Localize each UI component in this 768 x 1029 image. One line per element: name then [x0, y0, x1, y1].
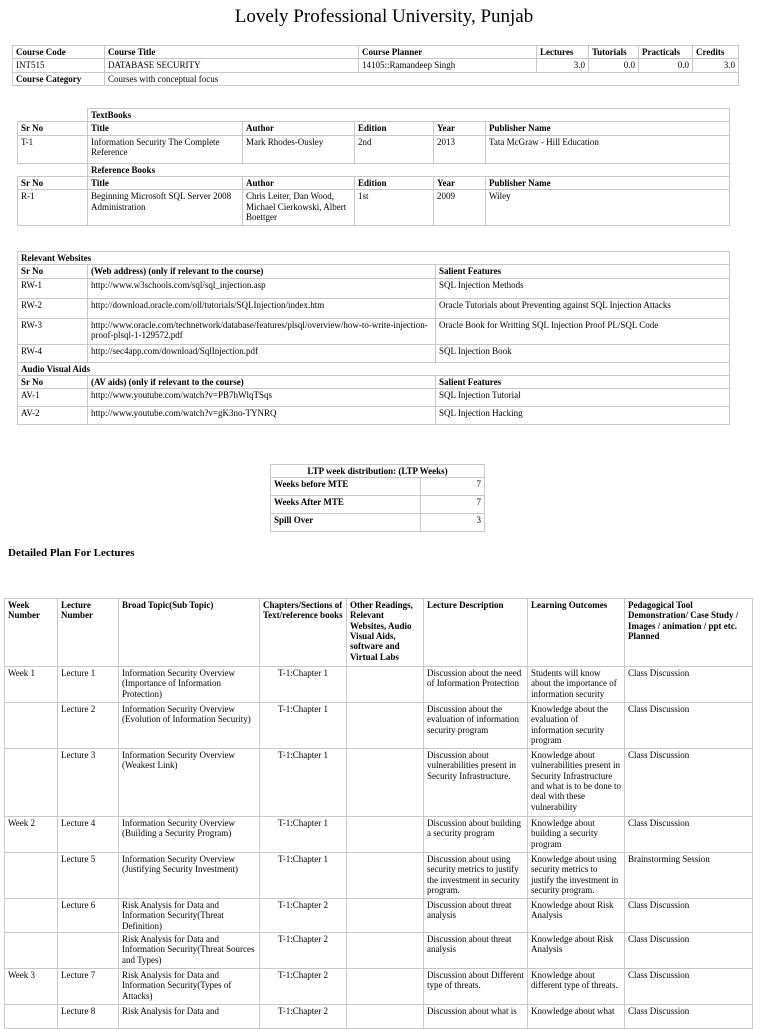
plan-outcome: Knowledge about vulnerabilities present in Security Infrastructure and what is to be done to deal with these vulnerability — [528, 749, 625, 817]
plan-readings — [347, 969, 424, 1005]
tb-header-title: Title — [88, 122, 243, 135]
ltp-row-label: Spill Over — [271, 514, 421, 532]
websites-table — [17, 251, 730, 425]
ltp-row-value: 3 — [421, 514, 485, 532]
plan-description: Discussion about threat analysis — [424, 933, 528, 969]
plan-lecture: Lecture 6 — [58, 899, 119, 933]
rw-srno: RW-2 — [18, 298, 88, 318]
tb-header-year: Year — [434, 122, 486, 135]
plan-outcome: Knowledge about using security metrics to justify the investment in security program. — [528, 853, 625, 899]
detailed-plan-heading: Detailed Plan For Lectures — [8, 547, 135, 559]
plan-pedagogy: Class Discussion — [625, 749, 753, 817]
tb-header-author: Author — [243, 122, 355, 135]
books-table — [17, 108, 730, 226]
plan-topic: Risk Analysis for Data and Information Security(Threat Sources and Types) — [119, 933, 260, 969]
rw-features: Oracle Tutorials about Preventing against SQL Injection Attacks — [436, 298, 730, 318]
rb-author: Chris Leiter, Dan Wood, Michael Cierkowski, Albert Boettger — [243, 190, 355, 226]
plan-header-outcomes: Learning Outcomes — [528, 599, 625, 667]
ltp-row-label: Weeks After MTE — [271, 496, 421, 514]
plan-week — [5, 749, 58, 817]
av-aids-label: Audio Visual Aids — [18, 362, 730, 375]
rb-header-author: Author — [243, 177, 355, 190]
course-code-value: INT515 — [13, 59, 105, 72]
plan-topic: Information Security Overview (Justifying Security Investment) — [119, 853, 260, 899]
rw-header-srno: Sr No — [18, 265, 88, 278]
rw-header-address: (Web address) (only if relevant to the course) — [88, 265, 436, 278]
rw-link[interactable]: http://www.w3schools.com/sql/sql_injection.asp — [88, 278, 436, 298]
tb-year: 2013 — [434, 135, 486, 163]
tb-srno: T-1 — [18, 135, 88, 163]
tb-author: Mark Rhodes-Ousley — [243, 135, 355, 163]
plan-outcome: Students will know about the importance of information security — [528, 667, 625, 703]
plan-readings — [347, 933, 424, 969]
plan-readings — [347, 817, 424, 853]
plan-week — [5, 899, 58, 933]
plan-header-lecture: Lecture Number — [58, 599, 119, 667]
course-title-value: DATABASE SECURITY — [105, 59, 359, 72]
rw-features: Oracle Book for Writting SQL Injection Proof PL/SQL Code — [436, 318, 730, 344]
plan-week — [5, 933, 58, 969]
plan-week — [5, 1005, 58, 1029]
tutorials-header: Tutorials — [589, 46, 639, 59]
plan-outcome: Knowledge about building a security program — [528, 817, 625, 853]
plan-topic: Information Security Overview (Building a Security Program) — [119, 817, 260, 853]
av-features: SQL Injection Tutorial — [436, 389, 730, 407]
plan-header-week: Week Number — [5, 599, 58, 667]
plan-pedagogy: Class Discussion — [625, 817, 753, 853]
plan-lecture: Lecture 1 — [58, 667, 119, 703]
plan-chapter: T-1:Chapter 1 — [260, 703, 347, 749]
tb-header-edition: Edition — [355, 122, 434, 135]
plan-chapter: T-1:Chapter 1 — [260, 667, 347, 703]
plan-pedagogy: Class Discussion — [625, 667, 753, 703]
plan-pedagogy: Brainstorming Session — [625, 853, 753, 899]
plan-header-chapters: Chapters/Sections of Text/reference books — [260, 599, 347, 667]
rw-link[interactable]: http://www.oracle.com/technetwork/database/features/plsql/overview/how-to-write-injection-proof-plsql-1-129572.pdf — [88, 318, 436, 344]
ltp-row-value: 7 — [421, 496, 485, 514]
plan-topic: Risk Analysis for Data and Information Security(Threat Definition) — [119, 899, 260, 933]
plan-topic: Information Security Overview (Evolution of Information Security) — [119, 703, 260, 749]
plan-pedagogy: Class Discussion — [625, 969, 753, 1005]
plan-readings — [347, 667, 424, 703]
rb-year: 2009 — [434, 190, 486, 226]
av-header-srno: Sr No — [18, 376, 88, 389]
reference-books-label: Reference Books — [88, 163, 730, 176]
plan-description: Discussion about using security metrics to justify the investment in security program. — [424, 853, 528, 899]
plan-lecture: Lecture 5 — [58, 853, 119, 899]
rw-features: SQL Injection Methods — [436, 278, 730, 298]
rb-title: Beginning Microsoft SQL Server 2008 Administration — [88, 190, 243, 226]
plan-lecture: Lecture 2 — [58, 703, 119, 749]
plan-chapter: T-1:Chapter 2 — [260, 899, 347, 933]
practicals-header: Practicals — [639, 46, 693, 59]
rw-link[interactable]: http://download.oracle.com/oll/tutorials/SQLInjection/index.htm — [88, 298, 436, 318]
tb-header-srno: Sr No — [18, 122, 88, 135]
practicals-value: 0.0 — [639, 59, 693, 72]
plan-chapter: T-1:Chapter 1 — [260, 749, 347, 817]
plan-outcome: Knowledge about what — [528, 1005, 625, 1029]
plan-pedagogy: Class Discussion — [625, 933, 753, 969]
plan-week — [5, 853, 58, 899]
plan-description: Discussion about what is — [424, 1005, 528, 1029]
rw-srno: RW-3 — [18, 318, 88, 344]
plan-week: Week 1 — [5, 667, 58, 703]
plan-outcome: Knowledge about Risk Analysis — [528, 933, 625, 969]
tutorials-value: 0.0 — [589, 59, 639, 72]
plan-lecture: Lecture 7 — [58, 969, 119, 1005]
rb-header-title: Title — [88, 177, 243, 190]
ltp-table — [270, 464, 485, 532]
plan-pedagogy: Class Discussion — [625, 1005, 753, 1029]
plan-description: Discussion about building a security program — [424, 817, 528, 853]
plan-description: Discussion about the evaluation of information security program — [424, 703, 528, 749]
ltp-title: LTP week distribution: (LTP Weeks) — [271, 465, 485, 478]
course-category-value: Courses with conceptual focus — [105, 72, 739, 85]
av-header-features: Salient Features — [436, 376, 730, 389]
plan-description: Discussion about Different type of threats. — [424, 969, 528, 1005]
plan-pedagogy: Class Discussion — [625, 703, 753, 749]
university-title: Lovely Professional University, Punjab — [234, 6, 534, 27]
rb-header-edition: Edition — [355, 177, 434, 190]
course-code-header: Course Code — [13, 46, 105, 59]
plan-week: Week 3 — [5, 969, 58, 1005]
plan-chapter: T-1:Chapter 1 — [260, 817, 347, 853]
lectures-value: 3.0 — [537, 59, 589, 72]
textbooks-label: TextBooks — [88, 109, 730, 122]
rb-header-srno: Sr No — [18, 177, 88, 190]
plan-outcome: Knowledge about Risk Analysis — [528, 899, 625, 933]
plan-description: Discussion about the need of Information Protection — [424, 667, 528, 703]
plan-chapter: T-1:Chapter 2 — [260, 933, 347, 969]
rw-header-features: Salient Features — [436, 265, 730, 278]
credits-value: 3.0 — [693, 59, 739, 72]
course-title-header: Course Title — [105, 46, 359, 59]
plan-outcome: Knowledge about different type of threats. — [528, 969, 625, 1005]
plan-lecture: Lecture 8 — [58, 1005, 119, 1029]
tb-header-publisher: Publisher Name — [486, 122, 730, 135]
plan-lecture — [58, 933, 119, 969]
rw-link[interactable]: http://sec4app.com/download/SqlInjection.pdf — [88, 344, 436, 362]
av-link[interactable]: http://www.youtube.com/watch?v=PB7hWlqTSqs — [88, 389, 436, 407]
tb-title: Information Security The Complete Reference — [88, 135, 243, 163]
av-link[interactable]: http://www.youtube.com/watch?v=gK3no-TYNRQ — [88, 407, 436, 425]
plan-description: Discussion about vulnerabilities present in Security Infrastructure. — [424, 749, 528, 817]
plan-topic: Risk Analysis for Data and Information Security(Types of Attacks) — [119, 969, 260, 1005]
rb-srno: R-1 — [18, 190, 88, 226]
rw-features: SQL Injection Book — [436, 344, 730, 362]
plan-readings — [347, 899, 424, 933]
plan-readings — [347, 853, 424, 899]
plan-outcome: Knowledge about the evaluation of information security program — [528, 703, 625, 749]
rb-edition: 1st — [355, 190, 434, 226]
tb-edition: 2nd — [355, 135, 434, 163]
plan-lecture: Lecture 3 — [58, 749, 119, 817]
plan-header-pedagogy: Pedagogical Tool Demonstration/ Case Study / Images / animation / ppt etc. Planned — [625, 599, 753, 667]
plan-lecture: Lecture 4 — [58, 817, 119, 853]
lectures-header: Lectures — [537, 46, 589, 59]
rw-srno: RW-1 — [18, 278, 88, 298]
credits-header: Credits — [693, 46, 739, 59]
course-category-label: Course Category — [13, 72, 105, 85]
av-srno: AV-1 — [18, 389, 88, 407]
rb-header-year: Year — [434, 177, 486, 190]
plan-topic: Risk Analysis for Data and — [119, 1005, 260, 1029]
plan-header-readings: Other Readings, Relevant Websites, Audio Visual Aids, software and Virtual Labs — [347, 599, 424, 667]
av-header-address: (AV aids) (only if relevant to the course) — [88, 376, 436, 389]
plan-topic: Information Security Overview (Weakest Link) — [119, 749, 260, 817]
plan-topic: Information Security Overview (Importance of Information Protection) — [119, 667, 260, 703]
course-info-table — [12, 45, 739, 86]
plan-chapter: T-1:Chapter 2 — [260, 1005, 347, 1029]
websites-label: Relevant Websites — [18, 252, 730, 265]
plan-readings — [347, 1005, 424, 1029]
lecture-plan-table — [4, 598, 753, 1029]
plan-header-topic: Broad Topic(Sub Topic) — [119, 599, 260, 667]
plan-readings — [347, 703, 424, 749]
tb-publisher: Tata McGraw - Hill Education — [486, 135, 730, 163]
plan-pedagogy: Class Discussion — [625, 899, 753, 933]
plan-chapter: T-1:Chapter 1 — [260, 853, 347, 899]
plan-header-description: Lecture Description — [424, 599, 528, 667]
ltp-row-value: 7 — [421, 478, 485, 496]
av-features: SQL Injection Hacking — [436, 407, 730, 425]
plan-week — [5, 703, 58, 749]
ltp-row-label: Weeks before MTE — [271, 478, 421, 496]
rb-publisher: Wiley — [486, 190, 730, 226]
plan-readings — [347, 749, 424, 817]
rw-srno: RW-4 — [18, 344, 88, 362]
plan-week: Week 2 — [5, 817, 58, 853]
plan-chapter: T-1:Chapter 2 — [260, 969, 347, 1005]
course-planner-value: 14105::Ramandeep Singh — [359, 59, 537, 72]
rb-header-publisher: Publisher Name — [486, 177, 730, 190]
av-srno: AV-2 — [18, 407, 88, 425]
plan-description: Discussion about threat analysis — [424, 899, 528, 933]
course-planner-header: Course Planner — [359, 46, 537, 59]
